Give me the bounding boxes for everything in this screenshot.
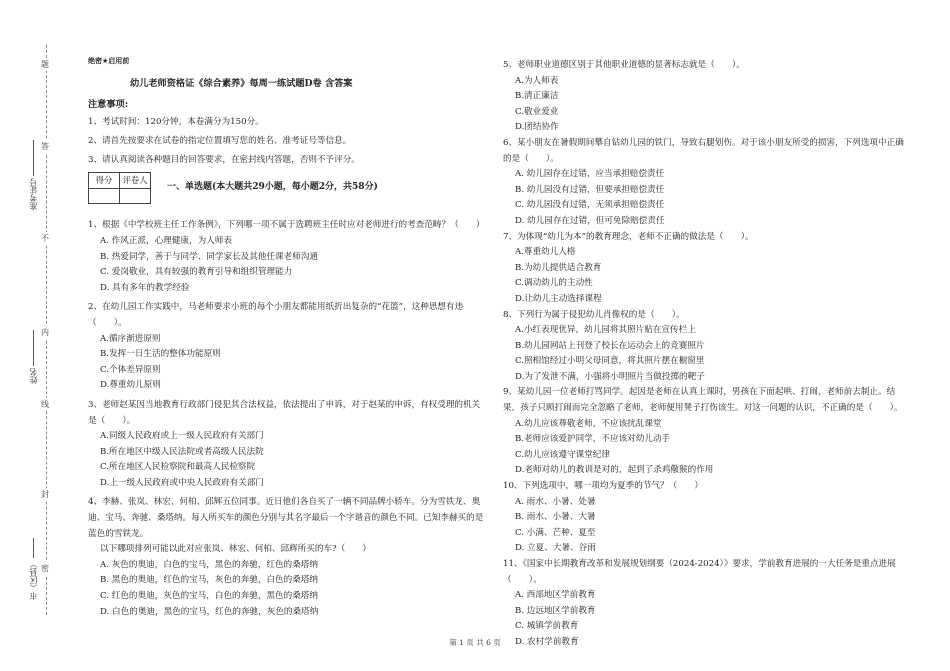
notice-heading: 注意事项: [88,99,129,111]
option: C. 红色的奥迪，灰色的宝马，白色的奔驰，黑色的桑塔纳 [100,591,318,602]
option: A.尊重幼儿人格 [515,247,576,258]
option: A.同级人民政府或上一级人民政府有关部门 [100,431,264,442]
option: A.为人师表 [515,75,559,86]
option: C. 小满、芒种、夏至 [515,527,596,538]
page-footer: 第 1 页 共 6 页 [449,638,501,647]
margin-mark: 题 [41,60,49,69]
name-label: 姓名 [29,368,38,384]
left-column [88,54,488,620]
option: A. 幼儿园存在过错，应当承担赔偿责任 [515,169,665,180]
question-stem: 9、某幼儿园一位老师打骂同学。起因是老师在认真上课时，男孩在下面起哄、打闹，老师前去制止。结果，孩子只顾打闹而完全忽略了老师，老师便用凳子打伤该生。对这一问题的认识，不正确的是（ ）。 [503,387,903,414]
option: D.尊重幼儿原则 [100,380,161,391]
score-row [88,172,488,205]
question-stem: 2、在幼儿园工作实践中，马老师要求小班的每个小朋友都能用纸折出复杂的“花篮”，这种思想有违（ ）。 [88,302,464,328]
option: B. 雨水、小暑、大暑 [515,512,596,523]
option: D. 具有多年的教学经验 [100,282,190,293]
question [503,385,905,479]
question [88,300,488,394]
question [88,495,488,620]
notice-item: 3、请认真阅读各种题目的回答要求，在密封线内答题，否则不予评分。 [88,154,360,165]
option: A. 雨水、小暑、处暑 [515,496,596,507]
question-stem: 10、下列选项中，哪一项均为夏季的节气？（ ） [503,481,703,492]
question [503,58,905,136]
right-column [503,58,905,651]
option: B. 热爱同学，善于与同学、同学家长及其他任课老师沟通 [100,251,319,262]
option: C.个体差异原则 [100,364,161,375]
question [88,218,488,296]
margin-mark: 不 [41,234,49,243]
question-stem: 3、老师赵某因当地教育行政部门侵犯其合法权益，依法提出了申诉，对于赵某的申诉，有权受理的机关是（ ）。 [88,399,481,426]
option: C.调动幼儿的主动性 [515,278,593,289]
question [503,230,905,308]
option: C.敬业爱业 [515,106,559,117]
question-stem: 4、李赫、张岚、林宏、何柏、邱辉五位同事。近日他们各自买了一辆不同品牌小轿车。分为雪铁龙、奥迪、宝马、奔驰、桑塔纳。每人所买车的颜色分别与其名字最后一个字谐音的颜色不同。已知李赫买的是蓝色的雪铁龙。 [88,497,484,539]
option: B.老师应该爱护同学，不应该对幼儿动手 [515,434,671,445]
district-fill-line [33,538,34,558]
option: C.幼儿应该遵守课堂纪律 [515,449,610,460]
exam-number-fill-line [33,140,34,176]
option: D.上一级人民政府或中央人民政府有关部门 [100,477,265,488]
option: B.清正廉洁 [515,91,559,102]
option: C. 爱岗敬业，具有较强的教育引导和组织管理能力 [100,267,293,278]
option: A.循序渐进原则 [100,333,161,344]
notice-item: 2、请首先按要求在试卷的指定位置填写您的姓名、准考证号等信息。 [88,135,352,146]
option: B.发挥一日生活的整体功能原则 [100,349,221,360]
question-sub-stem: 以下哪项排列可能以此对应张岚、林宏、何柏、邱辉所买的车?（ ） [100,544,372,555]
margin-mark: 封 [41,490,49,499]
option: A. 西部地区学前教育 [515,590,596,601]
notice-section [88,97,488,170]
question [503,308,905,386]
option: B.幼儿园网站上刊登了校长在运动会上的竞赛照片 [515,340,705,351]
margin-mark: 密 [41,564,49,573]
exam-number-label: 准考证号 [29,178,38,210]
option: A.小红表现优异，幼儿园将其照片贴在宣传栏上 [515,325,696,336]
option: B.所在地区中级人民法院或者高级人民法院 [100,446,264,457]
grader-cell-empty [120,189,151,204]
option: D.让幼儿主动选择课程 [515,293,602,304]
question-stem: 5、老师职业道德区别于其他职业道德的显著标志就是（ ）。 [503,60,745,70]
grader-cell-label: 评卷人 [120,172,151,189]
margin-mark: 线 [41,400,49,409]
section-heading: 一、单选题(本大题共29小题，每小题2分，共58分) [167,182,378,193]
option: D.为了发泄不满，小强将小明照片当做投掷的靶子 [515,371,705,382]
score-cell-label: 得分 [89,172,120,189]
option: B. 边远地区学前教育 [515,605,596,616]
notice-item: 1、考试时间：120分钟，本卷满分为150分。 [88,116,264,127]
option: D. 立夏、大暑、谷雨 [515,543,596,554]
option: C. 城镇学前教育 [515,621,579,632]
option: D. 幼儿园存在过错，但可免除赔偿责任 [515,215,665,226]
question [503,136,905,230]
district-label: 市（区县） [29,560,38,600]
option: D. 白色的奥迪，黑色的宝马，红色的奔驰，灰色的桑塔纳 [100,606,319,617]
option: C.所在地区人民检察院和最高人民检察院 [100,462,256,473]
option: A. 灰色的奥迪，白色的宝马，黑色的奔驰，红色的桑塔纳 [100,559,318,570]
question-stem: 11、《国家中长期教育改革和发展规划纲要（2024-2024）》要求，学前教育进展的一大任务是重点进展（ ）。 [503,559,896,585]
option: D. 农村学前教育 [515,636,579,647]
option: C. 幼儿园没有过错，无须承担赔偿责任 [515,200,665,211]
question-stem: 6、某小朋友在暑假期间攀自钻幼儿园的铁门，导致右腿划伤。对于该小朋友所受的损害，下列选项中正确的是（ ）。 [503,137,904,164]
margin-mark: 内 [41,328,49,337]
score-cell-empty [89,189,120,204]
paper-title: 幼儿老师资格证《综合素养》每周一练试题D卷 含答案 [130,77,353,89]
question [88,398,488,492]
score-table [88,172,151,205]
option: A. 作风正派，心理健康，为人师表 [100,235,232,246]
option: D.老师对幼儿的教训是对的，起到了杀鸡儆猴的作用 [515,465,714,476]
option: B. 黑色的奥迪，红色的宝马，灰色的奔驰，白色的桑塔纳 [100,575,319,586]
question-stem: 8、下列行为属于侵犯幼儿肖像权的是（ ）。 [503,309,685,320]
binding-margin [0,0,70,671]
name-fill-line [33,330,34,366]
option: C.照相馆经过小明父母同意，将其照片摆在橱窗里 [515,356,705,367]
question-stem: 1、根据《中学校班主任工作条例》，下列哪一项不属于选聘班主任时应对老师进行的考查范畴？（ ） [88,220,485,231]
question [503,479,905,557]
question-stem: 7、为体现“幼儿为本”的教育理念，老师不正确的做法是（ ）。 [503,231,754,242]
option: A.幼儿应该尊敬老师，不应该扰乱课堂 [515,418,662,429]
option: D.团结协作 [515,122,559,133]
secret-label: 绝密★启用前 [88,57,130,65]
margin-mark: 答 [41,142,49,151]
option: B.为幼儿提供适合教育 [515,262,602,273]
option: B. 幼儿园没有过错，但要承担赔偿责任 [515,184,665,195]
